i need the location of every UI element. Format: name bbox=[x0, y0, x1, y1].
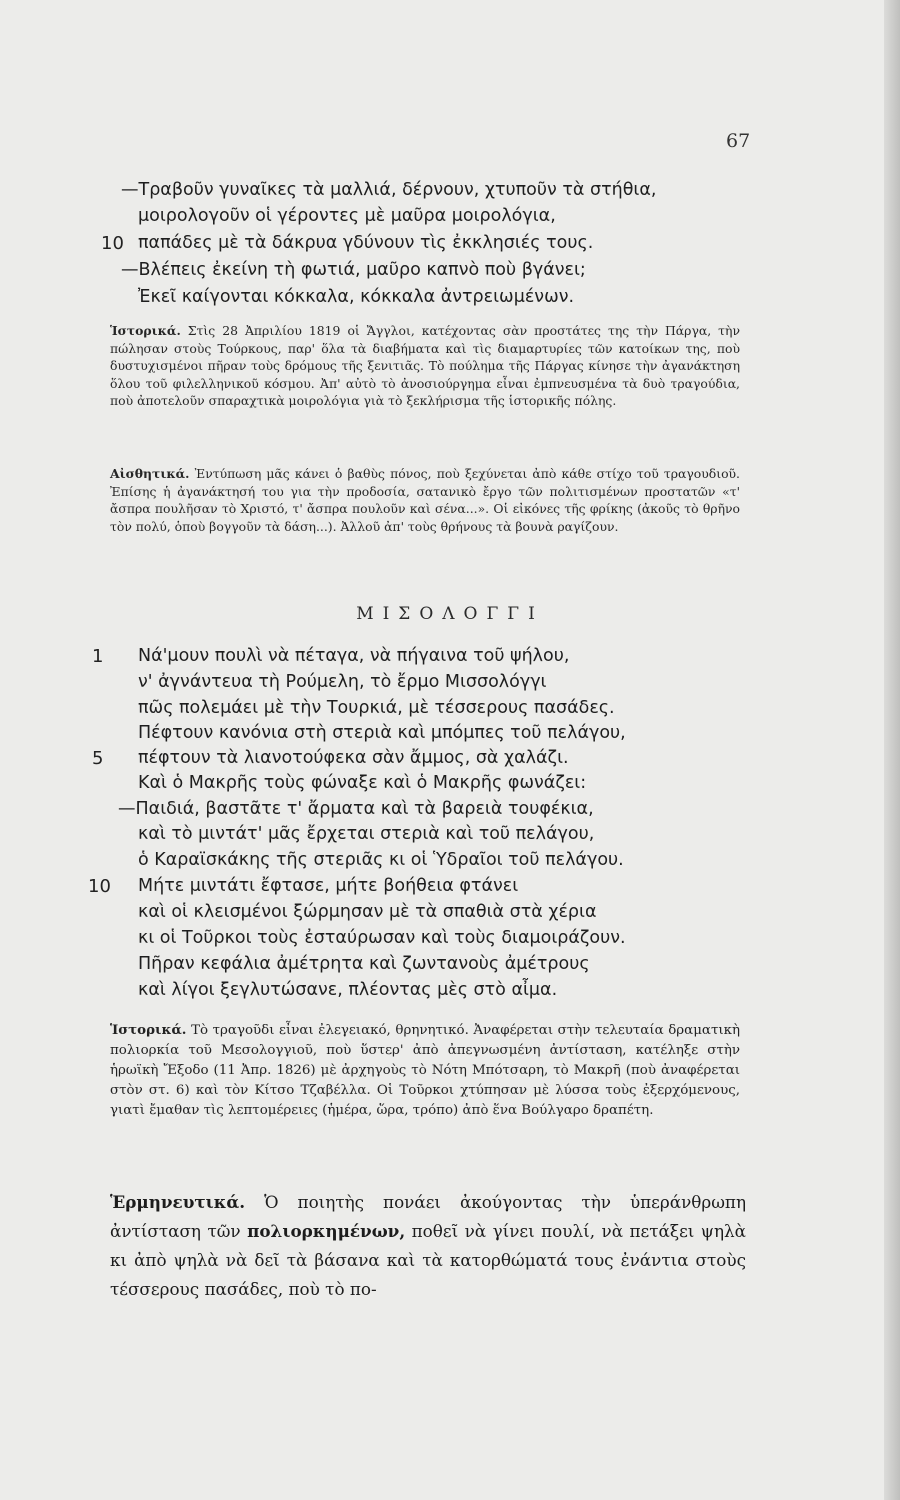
verse-number: 1 bbox=[92, 646, 104, 667]
interpretive-note bbox=[110, 1188, 746, 1304]
verse-line: —Τραβοῦν γυναῖκες τὰ μαλλιά, δέρνουν, χτυποῦν τὰ στήθια, bbox=[121, 180, 657, 200]
verse-line: Πῆραν κεφάλια ἀμέτρητα καὶ ζωντανοὺς ἀμέτρους bbox=[138, 954, 590, 974]
verse-line: καὶ λίγοι ξεγλυτώσανε, πλέοντας μὲς στὸ αἶμα. bbox=[138, 980, 558, 1000]
note-label: Αἰσθητικά. bbox=[110, 466, 190, 481]
verse-line: κι οἱ Τοῦρκοι τοὺς ἐσταύρωσαν καὶ τοὺς διαμοιράζουν. bbox=[138, 928, 626, 948]
verse-line: πέφτουν τὰ λιανοτούφεκα σὰν ἄμμος, σὰ χαλάζι. bbox=[138, 748, 569, 768]
note-label: Ἱστορικά. bbox=[110, 323, 181, 338]
verse-number: 10 bbox=[101, 233, 124, 254]
aesthetic-note-1 bbox=[110, 465, 740, 535]
verse-line: πῶς πολεμάει μὲ τὴν Τουρκιά, μὲ τέσσερους πασάδες. bbox=[138, 698, 615, 718]
verse-line: Καὶ ὁ Μακρῆς τοὺς φώναξε καὶ ὁ Μακρῆς φωνάζει: bbox=[138, 773, 587, 793]
verse-line: ὁ Καραϊσκάκης τῆς στεριᾶς κι οἱ Ὑδραῖοι τοῦ πελάγου. bbox=[138, 850, 624, 870]
note-label: Ἱστορικά. bbox=[110, 1022, 187, 1038]
verse-line: ν' ἀγνάντευα τὴ Ρούμελη, τὸ ἔρμο Μισσολόγγι bbox=[138, 672, 547, 692]
verse-number: 5 bbox=[92, 748, 104, 769]
historical-note-1 bbox=[110, 322, 740, 410]
historical-note-2 bbox=[110, 1020, 740, 1121]
verse-line: καὶ οἱ κλεισμένοι ξώρμησαν μὲ τὰ σπαθιὰ στὰ χέρια bbox=[138, 902, 597, 922]
note-emphasis: πολιορκημένων, bbox=[247, 1221, 406, 1241]
verse-line: μοιρολογοῦν οἱ γέροντες μὲ μαῦρα μοιρολόγια, bbox=[138, 206, 556, 226]
verse-line: παπάδες μὲ τὰ δάκρυα γδύνουν τὶς ἐκκλησιές τους. bbox=[138, 233, 594, 253]
verse-line: Νά'μουν πουλὶ νὰ πέταγα, νὰ πήγαινα τοῦ ψήλου, bbox=[138, 646, 570, 666]
poem-title: ΜΙΣΟΛΟΓΓΙ bbox=[356, 604, 544, 624]
page-number: 67 bbox=[726, 130, 751, 152]
verse-line: Μήτε μιντάτι ἔφτασε, μήτε βοήθεια φτάνει bbox=[138, 876, 519, 896]
note-text: Στὶς 28 Ἀπριλίου 1819 οἱ Ἄγγλοι, κατέχοντας σὰν προστάτες της τὴν Πάργα, τὴν πώλησαν στοὺς Τούρκους, παρ' ὅλα τὰ διαβήματα καὶ τὶς διαμαρτυρίες τῶν κατοίκων της, ποὺ δυστυχισμένοι πῆραν τοὺς δρόμους τῆς ξενιτιᾶς. Τὸ πούλημα τῆς Πάργας κίνησε τὴν ἀγανάκτηση ὅλου τοῦ φιλελληνικοῦ κόσμου. Ἀπ' αὐτὸ τὸ ἀνοσιούργημα εἶναι ἐμπνευσμένα τὰ δυὸ τραγούδια, ποὺ ἀποτελοῦν σπαραχτικὰ μοιρολόγια γιὰ τὸ ξεκλήρισμα τῆς ἱστορικῆς πόλης. bbox=[110, 323, 740, 409]
verse-line: Πέφτουν κανόνια στὴ στεριὰ καὶ μπόμπες τοῦ πελάγου, bbox=[138, 723, 626, 743]
note-label: Ἑρμηνευτικά. bbox=[110, 1192, 246, 1212]
verse-line: καὶ τὸ μιντάτ' μᾶς ἔρχεται στεριὰ καὶ τοῦ πελάγου, bbox=[138, 824, 595, 844]
verse-number: 10 bbox=[88, 876, 111, 897]
page-edge bbox=[884, 0, 900, 1500]
verse-line: —Παιδιά, βαστᾶτε τ' ἄρματα καὶ τὰ βαρειὰ τουφέκια, bbox=[118, 799, 594, 819]
note-text: ποθεῖ νὰ γίνει πουλί, νὰ πετάξει ψηλὰ κι ἀπὸ ψηλὰ νὰ δεῖ τὰ βάσανα καὶ τὰ κατορθώματά τους ἐνάντια στοὺς τέσσερους πασάδες, ποὺ τὸ πο- bbox=[110, 1221, 746, 1299]
note-text: Τὸ τραγοῦδι εἶναι ἐλεγειακό, θρηνητικό. Ἀναφέρεται στὴν τελευταία δραματικὴ πολιορκία τοῦ Μεσολογγιοῦ, ποὺ ὕστερ' ἀπὸ ἀπεγνωσμένη ἀντίσταση, κατέληξε στὴν ἡρωϊκὴ Ἔξοδο (11 Ἀπρ. 1826) μὲ ἀρχηγοὺς τὸ Νότη Μπότσαρη, τὸ Μακρῆ (ποὺ ἀναφέρεται στὸν στ. 6) καὶ τὸν Κίτσο Τζαβέλλα. Οἱ Τοῦρκοι χτύπησαν μὲ λύσσα τοὺς ἐξερχόμενους, γιατὶ ἔμαθαν τὶς λεπτομέρειες (ἡμέρα, ὥρα, τρόπο) ἀπὸ ἕνα Βούλγαρο δραπέτη. bbox=[110, 1023, 740, 1118]
verse-line: —Βλέπεις ἐκείνη τὴ φωτιά, μαῦρο καπνὸ ποὺ βγάνει; bbox=[121, 260, 586, 280]
verse-line: Ἐκεῖ καίγονται κόκκαλα, κόκκαλα ἀντρειωμένων. bbox=[138, 287, 575, 307]
note-text: Ἐντύπωση μᾶς κάνει ὁ βαθὺς πόνος, ποὺ ξεχύνεται ἀπὸ κάθε στίχο τοῦ τραγουδιοῦ. Ἐπίσης ἡ ἀγανάκτησή του για τὴν προδοσία, σατανικὸ ἔργο τῶν πολιτισμένων προστατῶν «τ' ἄσπρα πουλῆσαν τὸ Χριστό, τ' ἄσπρα πουλοῦν καὶ σένα...». Οἱ εἰκόνες τῆς φρίκης (ἀκοῦς τὸ θρῆνο τὸν πολύ, ὁποὺ βογγοῦν τὰ δάση...). Ἀλλοῦ ἀπ' τοὺς θρήνους τὰ βουνὰ ραγίζουν. bbox=[110, 466, 740, 534]
note-text: Ὁ ποιητὴς πονάει ἀκούγοντας τὴν ὑπεράνθρωπη ἀντίσταση τῶν bbox=[110, 1192, 747, 1241]
